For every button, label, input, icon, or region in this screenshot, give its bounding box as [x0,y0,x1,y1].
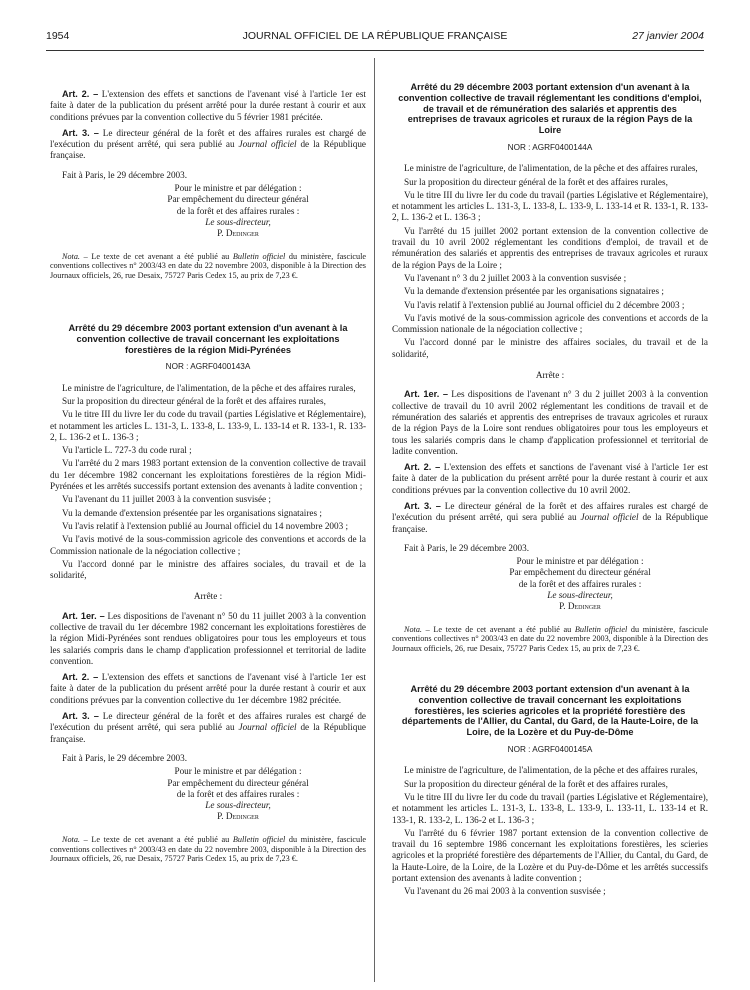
article-text: de la République française. [50,139,366,161]
left-column [50,84,366,866]
visa: Vu la demande d'extension présentée par les organisations signataires ; [404,286,664,297]
decree-auvergne-forestry [392,684,708,898]
nota-label: Nota. [404,624,422,634]
article-2 [50,672,366,706]
article-2 [392,462,708,496]
bulletin-reference: Bulletin officiel [232,251,286,261]
signature-line: Pour le ministre et par délégation : [174,183,302,194]
visa: Sur la proposition du directeur général de la forêt et des affaires rurales, [404,176,668,187]
visa: Le ministre de l'agriculture, de l'alimentation, de la pêche et des affaires rurales, [404,765,698,776]
visa: Vu le titre III du livre Ier du code du travail (parties Législative et Réglementaire), et notamment les articles L. 131-3, L. 133-8, L. 133-9, L. 133-11, L. 133-14 et R. 133-1, R. 133-2, L. 136-2 et L. 136-3 ; [392,791,708,825]
nota: Nota. – Le texte de cet avenant a été publié au Bulletin officiel du ministère, fascicule conventions collectives n° 2003/43 en date du 22 novembre 2003, disponible à la Direction des Journaux officiels, 26, rue Desaix, 75727 Paris Cedex 15, au prix de 7,23 €. [392,624,708,654]
article-2 [50,89,366,123]
visa: Vu l'avis relatif à l'extension publié au Journal officiel du 14 novembre 2003 ; [62,520,349,531]
visa: Vu le titre III du livre Ier du code du travail (parties Législative et Réglementaire), et notamment les articles L. 131-3, L. 133-8, L. 133-9, L. 133-14 et R. 133-1, R. 133-2, L. 136-2 et L. 136-3 ; [392,189,708,223]
article-text: Les dispositions de l'avenant n° 50 du 11 juillet 2003 à la convention collective de travail du 1er décembre 1982 concernant les exploitations forestières de la région Midi-Pyrénées sont rendues obligatoires pour tous les employeurs et tous les salariés compris dans le champ d'application professionnel et territorial de ladite convention. [50,610,366,666]
visa: Vu l'arrêté du 6 février 1987 portant extension de la convention collective de travail du 16 septembre 1986 concernant les exploitations forestières, les scieries agricoles et la propriété forestière des départements de l'Allier, du Cantal, du Gard, de la Haute-Loire, de la Loire, de la Lozère et du Puy-de-Dôme et les arrêtés successifs portant extension des avenants à ladite convention ; [392,827,708,884]
signatory-name: P. Dedinger [217,811,259,822]
visa: Vu l'avenant du 26 mai 2003 à la convention susvisée ; [404,886,606,897]
page-header [46,30,704,46]
article-label: Art. 2. – [404,462,441,473]
visa: Vu l'avis relatif à l'extension publié au Journal officiel du 2 décembre 2003 ; [404,299,685,310]
right-column [392,82,708,900]
signature-line: Par empêchement du directeur général [167,777,309,788]
article-label: Art. 1er. – [404,389,448,400]
signatory-title: Le sous-directeur, [205,800,271,811]
article-text: L'extension des effets et sanctions de l'avenant visé à l'article 1er est faite à dater de la publication du présent arrêté pour la durée restant à courir et aux conditions prévues par la convention collective du 5 février 1981 précitée. [50,89,366,122]
article-text: L'extension des effets et sanctions de l'avenant visé à l'article 1er est faite à dater de la publication du présent arrêté pour la durée restant à courir et aux conditions prévues par la convention collective du 1er décembre 1982 précitée. [50,672,366,705]
journal-reference: Journal officiel [238,139,297,150]
bulletin-reference: Bulletin officiel [574,624,628,634]
decrees-heading: Arrête : [535,370,565,381]
article-text: de la République française. [50,722,366,744]
signature-line: de la forêt et des affaires rurales : [176,788,300,799]
visa: Vu l'avenant n° 3 du 2 juillet 2003 à la convention susvisée ; [404,272,627,283]
visa: Le ministre de l'agriculture, de l'alimentation, de la pêche et des affaires rurales, [62,382,356,393]
article-label: Art. 3. – [404,501,441,511]
signature-line: de la forêt et des affaires rurales : [518,578,642,589]
signature-line: de la forêt et des affaires rurales : [176,205,300,216]
issue-date: 27 janvier 2004 [632,30,704,42]
column-divider [374,58,375,982]
visa: Vu l'arrêté du 2 mars 1983 portant extension de la convention collective de travail du 1er décembre 1982 concernant les exploitations forestières de la région Midi-Pyrénées et les arrêtés successifs portant extension des avenants à ladite convention ; [50,458,366,492]
decree-pays-de-la-loire [392,82,708,654]
signature-line: Pour le ministre et par délégation : [174,766,302,777]
article-3 [392,501,708,535]
decree-title: Arrêté du 29 décembre 2003 portant extension d'un avenant à la convention collective de travail concernant les exploitations forestières, les scieries agricoles et la propriété forestière des départements de l'Allier, du Cantal, du Gard, de la Haute-Loire, de la Loire, de la Lozère et du Puy-de-Dôme [401,684,699,738]
article-label: Art. 3. – [62,711,99,722]
visa: Vu la demande d'extension présentée par les organisations signataires ; [62,507,322,518]
signature-block [110,766,366,822]
done-at-line: Fait à Paris, le 29 décembre 2003. [404,542,530,553]
done-at-line: Fait à Paris, le 29 décembre 2003. [62,752,188,763]
decree-title: Arrêté du 29 décembre 2003 portant extension d'un avenant à la convention collective de travail réglementant les conditions d'emploi, de travail et de rémunération des salariés et apprentis des entreprises de travaux agricoles et ruraux de la région Pays de la Loire [398,82,702,136]
nota: Nota. – Le texte de cet avenant a été publié au Bulletin officiel du ministère, fascicule conventions collectives n° 2003/43 en date du 22 novembre 2003, disponible à la Direction des Journaux officiels, 26, rue Desaix, 75727 Paris Cedex 15, au prix de 7,23 €. [50,251,366,281]
signature-block [110,183,366,239]
visa: Vu l'accord donné par le ministre des affaires sociales, du travail et de la solidarité, [50,558,366,581]
visa: Vu l'avis motivé de la sous-commission agricole des conventions et accords de la Commission nationale de la négociation collective ; [392,312,708,335]
article-1 [392,389,708,457]
article-label: Art. 1er. – [62,610,105,621]
visa: Le ministre de l'agriculture, de l'alimentation, de la pêche et des affaires rurales, [404,163,698,174]
article-label: Art. 2. – [62,672,99,683]
visa: Vu l'accord donné par le ministre des affaires sociales, du travail et de la solidarité, [392,337,708,359]
article-text: Le directeur général de la forêt et des affaires rurales est chargé de l'exécution du présent arrêté, qui sera publié au [50,127,367,150]
article-text: Le directeur général de la forêt et des affaires rurales est chargé de l'exécution du présent arrêté, qui sera publié au [50,711,367,733]
journal-reference: Journal officiel [238,722,297,733]
article-label: Art. 3. – [62,127,99,138]
visa: Vu l'article L. 727-3 du code rural ; [62,445,192,456]
page-number: 1954 [46,30,70,42]
article-text: L'extension des effets et sanctions de l'avenant visé à l'article 1er est faite à dater de la publication du présent arrêté pour la durée restant à courir et aux conditions prévues par la convention collective du 10 avril 2002. [392,462,708,495]
article-label: Art. 2. – [62,89,99,99]
journal-reference: Journal officiel [580,512,639,523]
article-1 [50,611,366,667]
signature-line: Pour le ministre et par délégation : [516,556,644,567]
nor-reference: NOR : AGRF0400144A [507,142,593,152]
decree-midi-pyrenees [50,323,366,864]
signatory-name: P. Dedinger [217,228,259,239]
signature-line: Par empêchement du directeur général [509,567,651,578]
signature-line: Par empêchement du directeur général [167,194,309,205]
article-text: Les dispositions de l'avenant n° 3 du 2 juillet 2003 à la convention collective de travail du 10 avril 2002 réglementant les conditions de travail et de rémunération des salariés et apprentis des entreprises de travaux agricoles et ruraux de la région Pays de la Loire sont rendues obligatoires pour tous les employeurs et tous les salariés compris dans le champ d'application professionnel et territorial de ladite convention. [392,389,708,456]
nor-reference: NOR : AGRF0400145A [507,745,593,755]
nor-reference: NOR : AGRF0400143A [165,362,251,372]
visas [392,163,708,360]
journal-title: JOURNAL OFFICIEL DE LA RÉPUBLIQUE FRANÇAISE [242,30,508,42]
article-text: Le directeur général de la forêt et des affaires rurales est chargé de l'exécution du présent arrêté, qui sera publié au [392,501,709,523]
previous-decree-end [50,89,366,281]
visa: Vu l'arrêté du 15 juillet 2002 portant extension de la convention collective de travail du 10 avril 2002 réglementant les conditions d'emploi, de travail et de rémunération des salariés et apprentis des entreprises de travaux agricoles et ruraux de la région Pays de la Loire ; [392,225,708,270]
visas [392,765,708,897]
visa: Vu le titre III du livre Ier du code du travail (parties Législative et Réglementaire), et notamment les articles L. 131-3, L. 133-8, L. 133-9, L. 133-14 et R. 133-1, R. 133-2, L. 136-2 et L. 136-3 ; [50,409,366,442]
bulletin-reference: Bulletin officiel [232,834,286,844]
decree-title: Arrêté du 29 décembre 2003 portant extension d'un avenant à la convention collective de travail concernant les exploitations forestières de la région Midi-Pyrénées [68,322,348,355]
nota-label: Nota. [62,251,80,261]
signature-block [452,556,708,612]
article-text: de la République française. [392,512,708,534]
signatory-title: Le sous-directeur, [547,590,613,601]
article-3 [50,128,366,162]
visa: Vu l'avis motivé de la sous-commission agricole des conventions et accords de la Commission nationale de la négociation collective ; [50,534,366,556]
done-at-line: Fait à Paris, le 29 décembre 2003. [62,169,188,180]
header-rule [46,50,704,51]
nota-label: Nota. [62,834,80,844]
visa: Sur la proposition du directeur général de la forêt et des affaires rurales, [62,395,326,406]
visa: Sur la proposition du directeur général de la forêt et des affaires rurales, [404,778,668,789]
nota: Nota. – Le texte de cet avenant a été publié au Bulletin officiel du ministère, fascicule conventions collectives n° 2003/43 en date du 22 novembre 2003, disponible à la Direction des Journaux officiels, 26, rue Desaix, 75727 Paris Cedex 15, au prix de 7,23 €. [50,834,366,864]
visas [50,383,366,582]
signatory-name: P. Dedinger [559,601,601,612]
article-3 [50,711,366,745]
visa: Vu l'avenant du 11 juillet 2003 à la convention susvisée ; [62,494,271,505]
signatory-title: Le sous-directeur, [205,216,271,227]
decrees-heading: Arrête : [193,591,223,602]
